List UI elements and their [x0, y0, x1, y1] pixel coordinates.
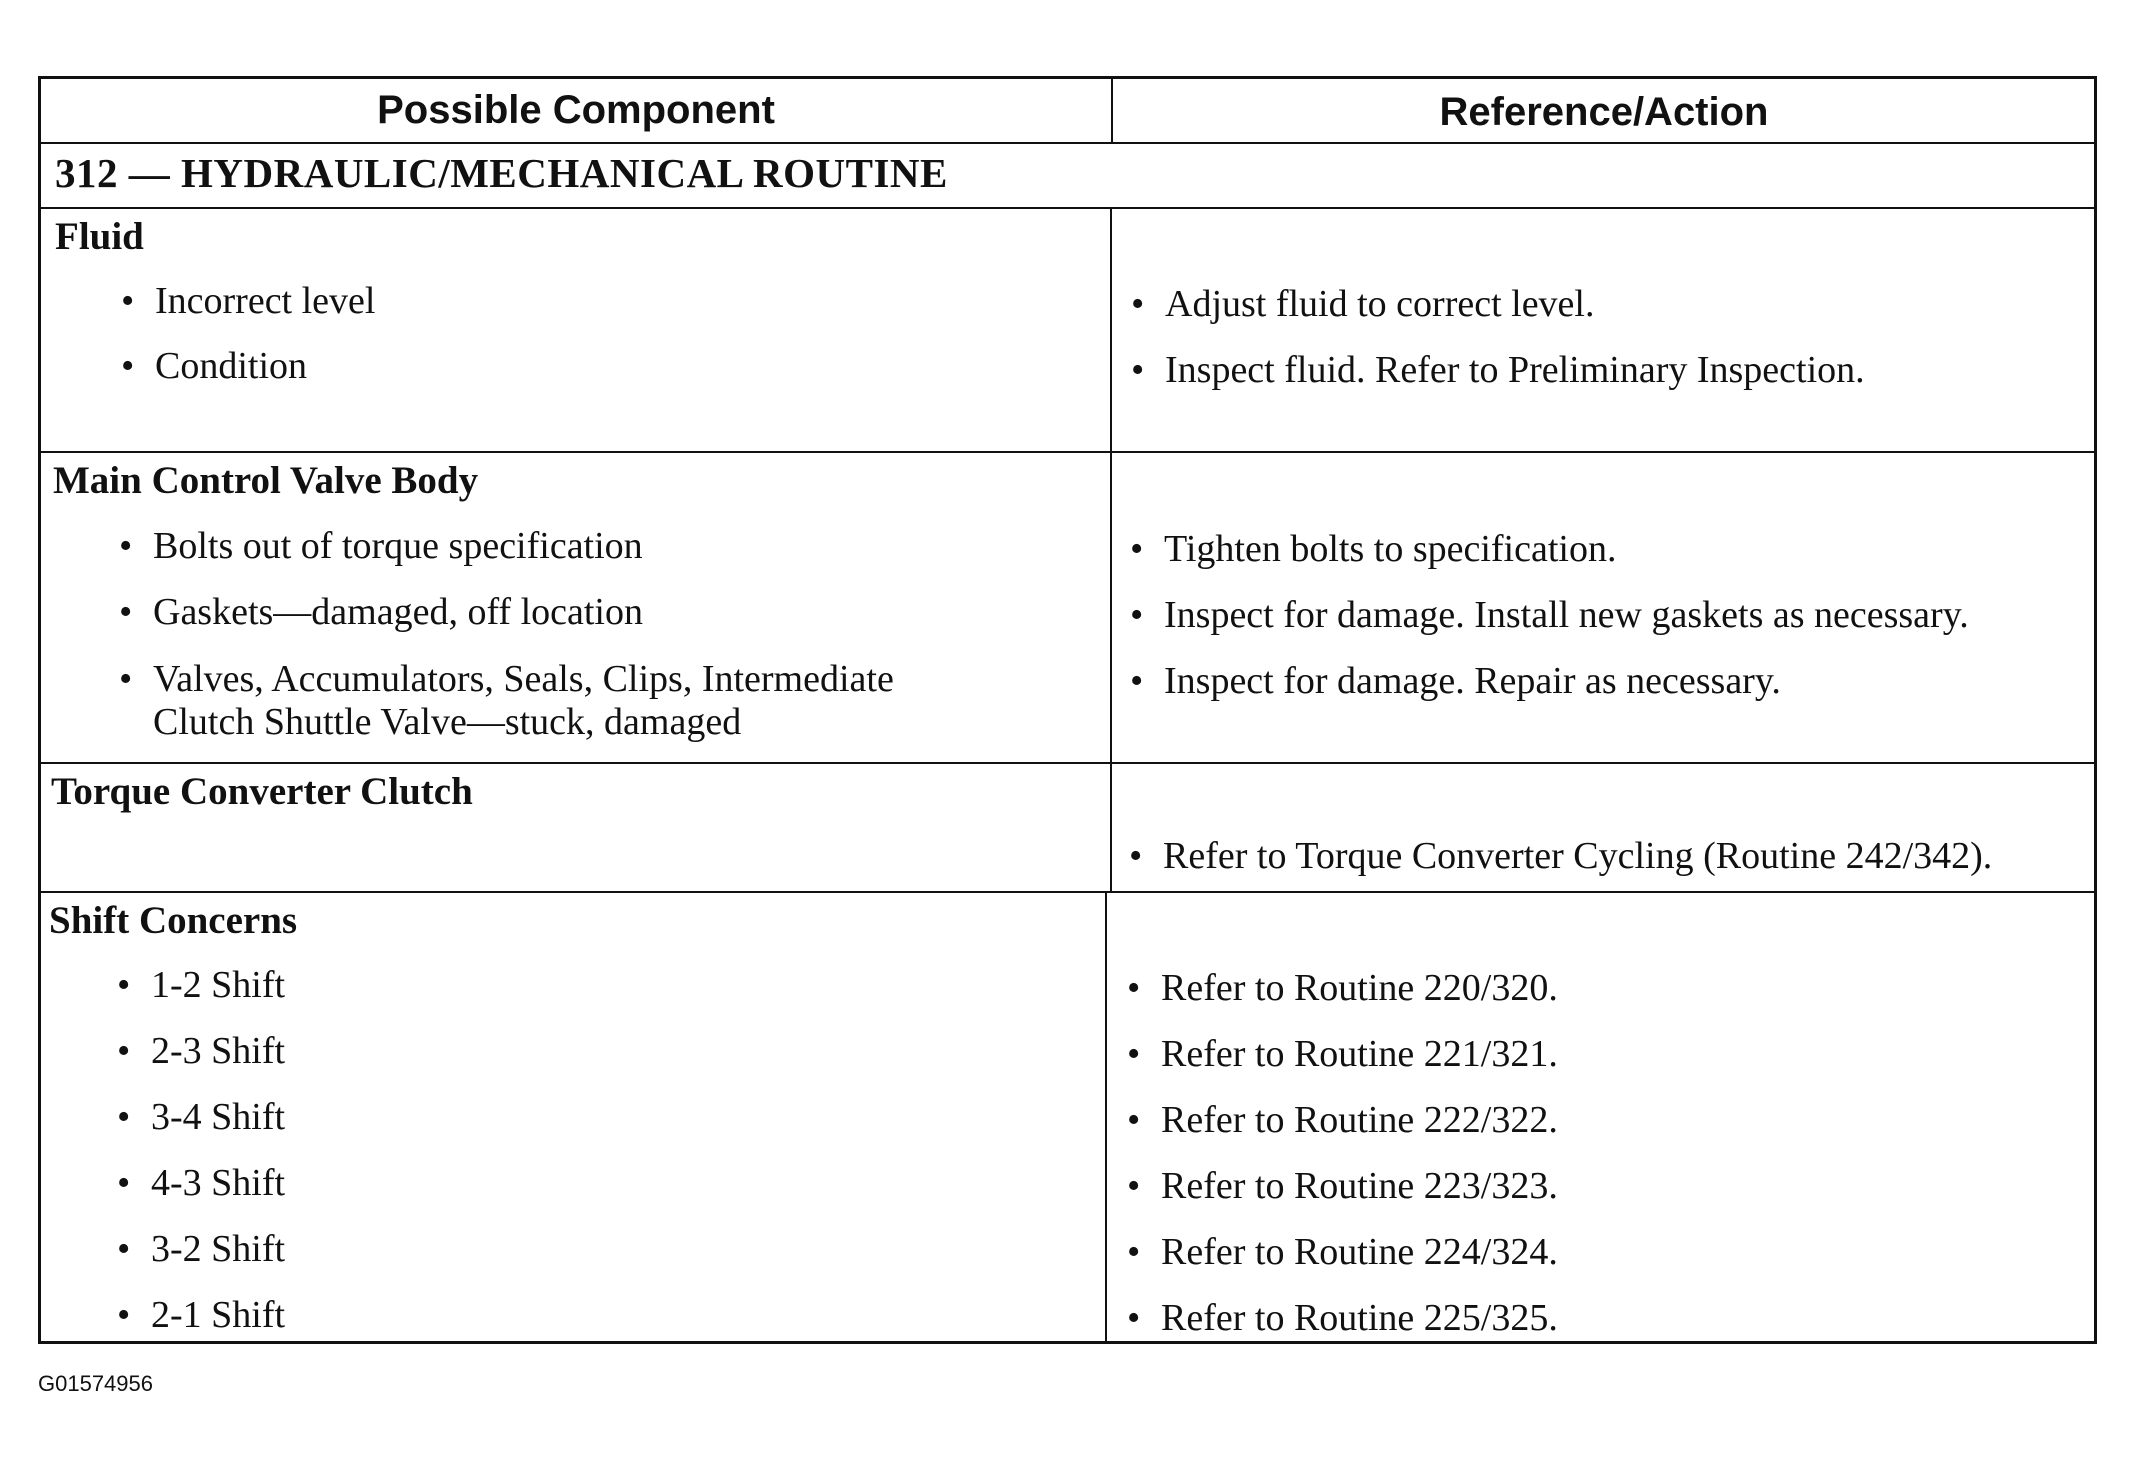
- section-title-torque-converter-clutch: Torque Converter Clutch: [51, 770, 473, 813]
- action-item: • Tighten bolts to specification.: [1130, 528, 1617, 570]
- valve-body-divider: [41, 762, 2094, 764]
- component-item: • Condition: [121, 345, 308, 387]
- component-item: • Incorrect level: [121, 280, 376, 322]
- column-divider-lower: [1105, 891, 1107, 1344]
- bullet-icon: •: [117, 1294, 131, 1336]
- figure-id: G01574956: [38, 1371, 153, 1396]
- bullet-icon: •: [1127, 1165, 1141, 1207]
- diagnostic-table: [38, 76, 2097, 1344]
- bullet-icon: •: [1127, 1099, 1141, 1141]
- bullet-icon: •: [121, 345, 135, 387]
- bullet-icon: •: [1129, 835, 1143, 877]
- component-item: • 3-2 Shift: [117, 1228, 286, 1270]
- action-item: • Inspect for damage. Repair as necessary.: [1130, 660, 1781, 702]
- fluid-divider: [41, 451, 2094, 453]
- bullet-icon: •: [1127, 1231, 1141, 1273]
- bullet-icon: •: [119, 658, 133, 700]
- tcc-divider: [41, 891, 2094, 893]
- action-item: • Refer to Routine 222/322.: [1127, 1099, 1558, 1141]
- action-item: • Inspect fluid. Refer to Preliminary Inspection.: [1131, 349, 1865, 391]
- component-item: • Gaskets—damaged, off location: [119, 591, 643, 633]
- component-item: • 4-3 Shift: [117, 1162, 286, 1204]
- component-item: • 2-1 Shift: [117, 1294, 286, 1336]
- bullet-icon: •: [1130, 528, 1144, 570]
- header-divider: [41, 142, 2094, 144]
- action-item: • Refer to Routine 225/325.: [1127, 1297, 1558, 1339]
- column-divider-upper: [1110, 207, 1112, 892]
- bullet-icon: •: [117, 1030, 131, 1072]
- component-item: • 3-4 Shift: [117, 1096, 286, 1138]
- action-item: • Refer to Routine 224/324.: [1127, 1231, 1558, 1273]
- component-item: • 2-3 Shift: [117, 1030, 286, 1072]
- bullet-icon: •: [117, 1162, 131, 1204]
- action-item: • Refer to Torque Converter Cycling (Routine 242/342).: [1129, 835, 1993, 877]
- bullet-icon: •: [117, 1228, 131, 1270]
- header-reference-action: Reference/Action: [1439, 89, 1769, 134]
- bullet-icon: •: [119, 591, 133, 633]
- action-item: • Adjust fluid to correct level.: [1131, 283, 1595, 325]
- bullet-icon: •: [1127, 1297, 1141, 1339]
- bullet-icon: •: [121, 280, 135, 322]
- header-possible-component: Possible Component: [377, 87, 775, 132]
- component-item: • Valves, Accumulators, Seals, Clips, Intermediate Clutch Shuttle Valve—stuck, damaged: [119, 658, 894, 743]
- routine-title: 312 — HYDRAULIC/MECHANICAL ROUTINE: [55, 150, 948, 196]
- action-item: • Refer to Routine 220/320.: [1127, 967, 1558, 1009]
- action-item: • Refer to Routine 223/323.: [1127, 1165, 1558, 1207]
- bullet-icon: •: [1127, 967, 1141, 1009]
- action-item: • Refer to Routine 221/321.: [1127, 1033, 1558, 1075]
- bullet-icon: •: [117, 964, 131, 1006]
- bullet-icon: •: [117, 1096, 131, 1138]
- column-divider-header: [1111, 79, 1113, 143]
- bullet-icon: •: [119, 525, 133, 567]
- bullet-icon: •: [1131, 283, 1145, 325]
- component-item: • Bolts out of torque specification: [119, 525, 643, 567]
- bullet-icon: •: [1130, 594, 1144, 636]
- action-item: • Inspect for damage. Install new gaskets as necessary.: [1130, 594, 1969, 636]
- bullet-icon: •: [1130, 660, 1144, 702]
- section-title-shift-concerns: Shift Concerns: [49, 899, 298, 942]
- bullet-icon: •: [1131, 349, 1145, 391]
- routine-divider: [41, 207, 2094, 209]
- component-item: • 1-2 Shift: [117, 964, 286, 1006]
- section-title-fluid: Fluid: [55, 215, 144, 258]
- bullet-icon: •: [1127, 1033, 1141, 1075]
- section-title-main-control-valve-body: Main Control Valve Body: [53, 459, 479, 502]
